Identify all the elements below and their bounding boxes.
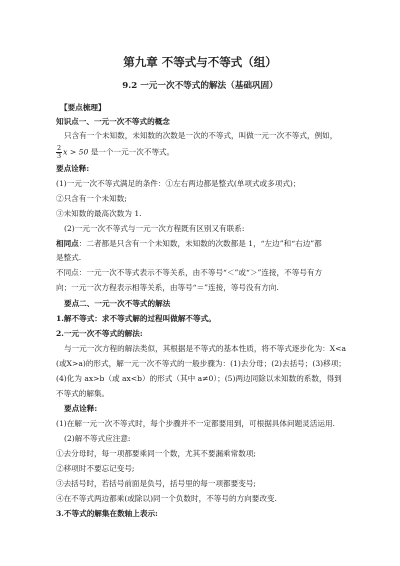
knowledge-point-one: 知识点一、一元一次不等式的概念: [56, 117, 170, 126]
paragraph-line: ③未知数的最高次数为 1.: [56, 209, 142, 218]
diff-point-text: 不同点：一元一次不等式表示不等关系，由不等号“＜”或“＞”连接，不等号有方: [56, 268, 323, 277]
chapter-title: 第九章 不等式与不等式（组）: [123, 55, 277, 69]
section-title: 9.2 一元一次不等式的解法（基础巩固）: [122, 81, 278, 91]
paragraph-line: ②只含有一个未知数;: [56, 194, 127, 203]
key-points-heading: 【要点梳理】: [60, 103, 106, 112]
section-two-heading: 要点二、一元一次不等式的解法: [64, 299, 171, 308]
paragraph-line: (或X>a)的形式，解一元一次不等式的一般步骤为：(1)去分母；(2)去括号；(3)移项；: [56, 359, 346, 368]
paragraph-line: [56, 268, 322, 278]
example-fraction: $\frac{2}{3}$: [57, 144, 62, 160]
paragraph-line: ②移项时不要忘记变号;: [56, 464, 135, 473]
paragraph-line: ①去分母时，每一项都要乘同一个数，尤其不要漏乘常数项;: [56, 449, 256, 458]
paragraph-line: 是整式.: [56, 253, 82, 262]
example-line: $\frac{2}{3}$ x > 50 是一个一元一次不等式。: [57, 144, 175, 160]
paragraph-line: 向；一元一次方程表示相等关系，由等号“＝”连接，等号没有方向.: [56, 283, 279, 292]
paragraph-line: 3.不等式的解集在数轴上表示:: [56, 509, 158, 518]
example-expression: x > 50: [63, 147, 89, 157]
same-point-text: ：二者都是只含有一个未知数，未知数的次数都是 1，“左边”和“右边”都: [78, 239, 322, 248]
note-heading: 要点诠释:: [56, 164, 90, 173]
paragraph-line: 与一元一次方程的解法类似，其根据是不等式的基本性质，将不等式逐步化为：X<a: [64, 344, 347, 353]
paragraph-line: (2)一元一次不等式与一元一次方程既有区别又有联系:: [64, 224, 245, 233]
note-heading: 要点诠释:: [64, 404, 98, 413]
paragraph-line: ④在不等式两边都乘(或除以)同一个负数时，不等号的方向要改变.: [56, 494, 277, 503]
paragraph-line: 相同点：二者都是只含有一个未知数，未知数的次数都是 1，“左边”和“右边”都: [56, 239, 322, 248]
paragraph-line: 2.一元一次不等式的解法:: [56, 329, 143, 338]
paragraph-line: 只含有一个未知数，未知数的次数是一次的不等式，叫做一元一次不等式，例如，: [64, 131, 338, 140]
paragraph-line: (2)解不等式应注意:: [64, 434, 131, 443]
paragraph-line: 1.解不等式：求不等式解的过程叫做解不等式。: [56, 314, 216, 323]
paragraph-line: (1)一元一次不等式满足的条件：①左右两边都是整式(单项式或多项式)；: [56, 179, 301, 188]
paragraph-line: ③去括号时，若括号前面是负号，括号里的每一项都要变号;: [56, 479, 256, 488]
paragraph-line: (4)化为 ax>b（或 ax<b）的形式（其中 a≠0）；(5)两边同除以未知数的系数，得到: [56, 374, 342, 383]
paragraph-line: (1)在解一元一次不等式时，每个步骤并不一定都要用到，可根据具体问题灵活运用.: [56, 419, 335, 428]
paragraph-line: 不等式的解集。: [56, 389, 110, 398]
